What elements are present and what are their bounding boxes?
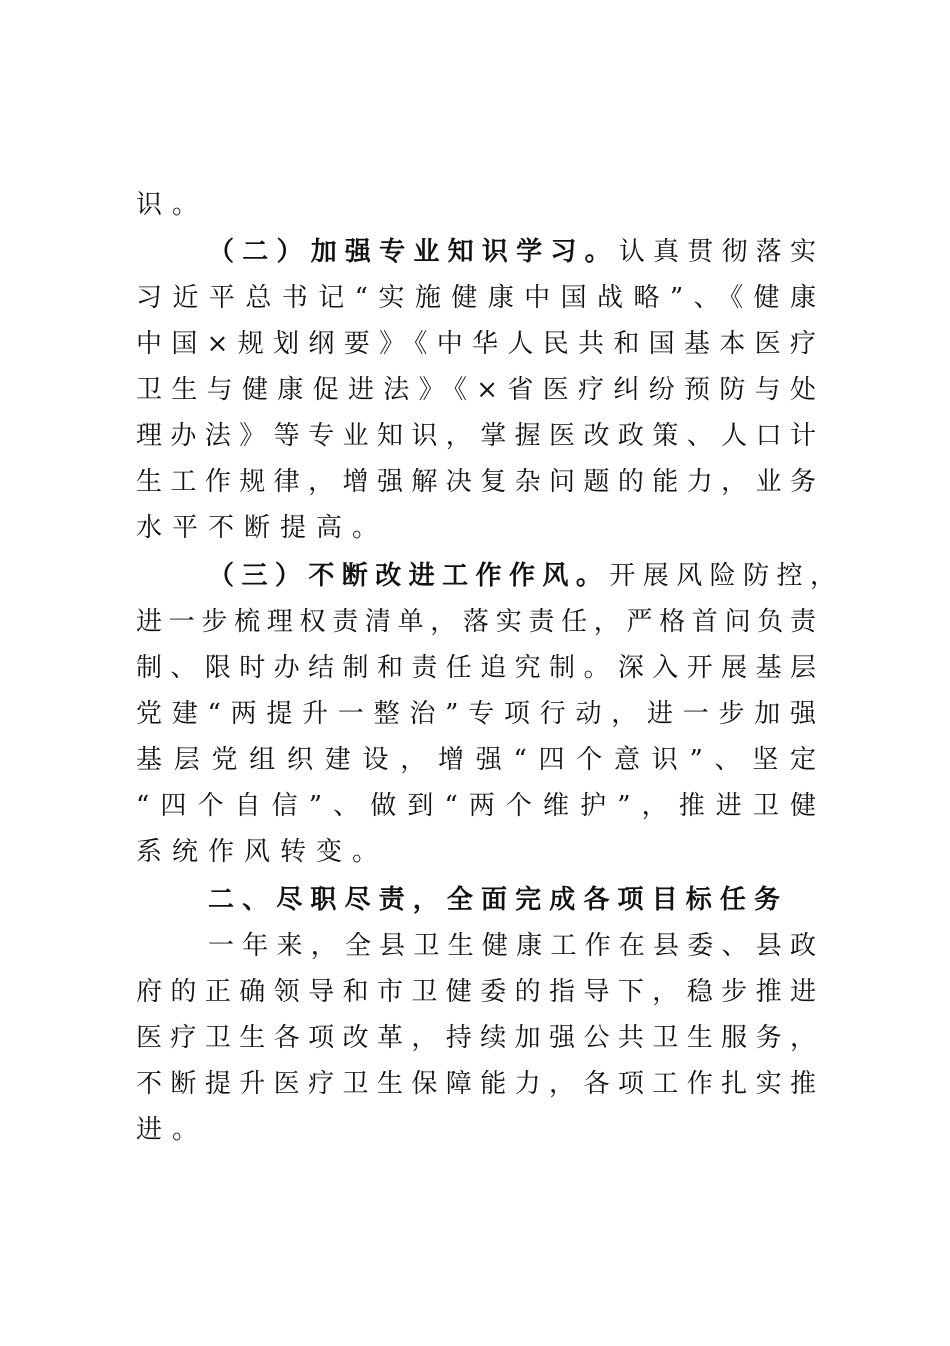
paragraph-text: 认真贯彻落实 bbox=[618, 237, 816, 267]
paragraph-line: 府的正确领导和市卫健委的指导下，稳步推进 bbox=[136, 977, 816, 1007]
subheading-study: （二）加强专业知识学习。 bbox=[208, 237, 619, 267]
paragraph-line: 卫生与健康促进法》《×省医疗纠纷预防与处 bbox=[136, 375, 816, 405]
paragraph-line: 习近平总书记“实施健康中国战略”、《健康 bbox=[136, 283, 816, 313]
paragraph-line: 生工作规律，增强解决复杂问题的能力，业务 bbox=[136, 467, 816, 497]
paragraph-line: 系统作风转变。 bbox=[136, 837, 389, 867]
paragraph-line: 进。 bbox=[136, 1115, 209, 1145]
paragraph-first-line: 一年来，全县卫生健康工作在县委、县政 bbox=[208, 931, 816, 961]
section-heading: 二、尽职尽责，全面完成各项目标任务 bbox=[208, 885, 780, 915]
paragraph-line: “四个自信”、做到“两个维护”，推进卫健 bbox=[136, 791, 816, 821]
paragraph-line: 理办法》等专业知识，掌握医改政策、人口计 bbox=[136, 421, 816, 451]
paragraph-line: 识。 bbox=[136, 190, 209, 220]
paragraph-line: 水平不断提高。 bbox=[136, 513, 389, 543]
subheading-work-style: （三）不断改进工作作风。 bbox=[208, 561, 610, 591]
paragraph-line: 不断提升医疗卫生保障能力，各项工作扎实推 bbox=[136, 1069, 816, 1099]
paragraph-line: 基层党组织建设，增强“四个意识”、坚定 bbox=[136, 745, 816, 775]
paragraph-first-line bbox=[208, 556, 836, 596]
paragraph-first-line bbox=[208, 232, 816, 272]
paragraph-text: 开展风险防控， bbox=[609, 561, 836, 591]
paragraph-line: 进一步梳理权责清单，落实责任，严格首问负责 bbox=[136, 607, 816, 637]
paragraph-line: 制、限时办结制和责任追究制。深入开展基层 bbox=[136, 653, 816, 683]
paragraph-line: 党建“两提升一整治”专项行动，进一步加强 bbox=[136, 699, 816, 729]
paragraph-line: 中国×规划纲要》《中华人民共和国基本医疗 bbox=[136, 329, 816, 359]
paragraph-line: 医疗卫生各项改革，持续加强公共卫生服务， bbox=[136, 1023, 816, 1053]
